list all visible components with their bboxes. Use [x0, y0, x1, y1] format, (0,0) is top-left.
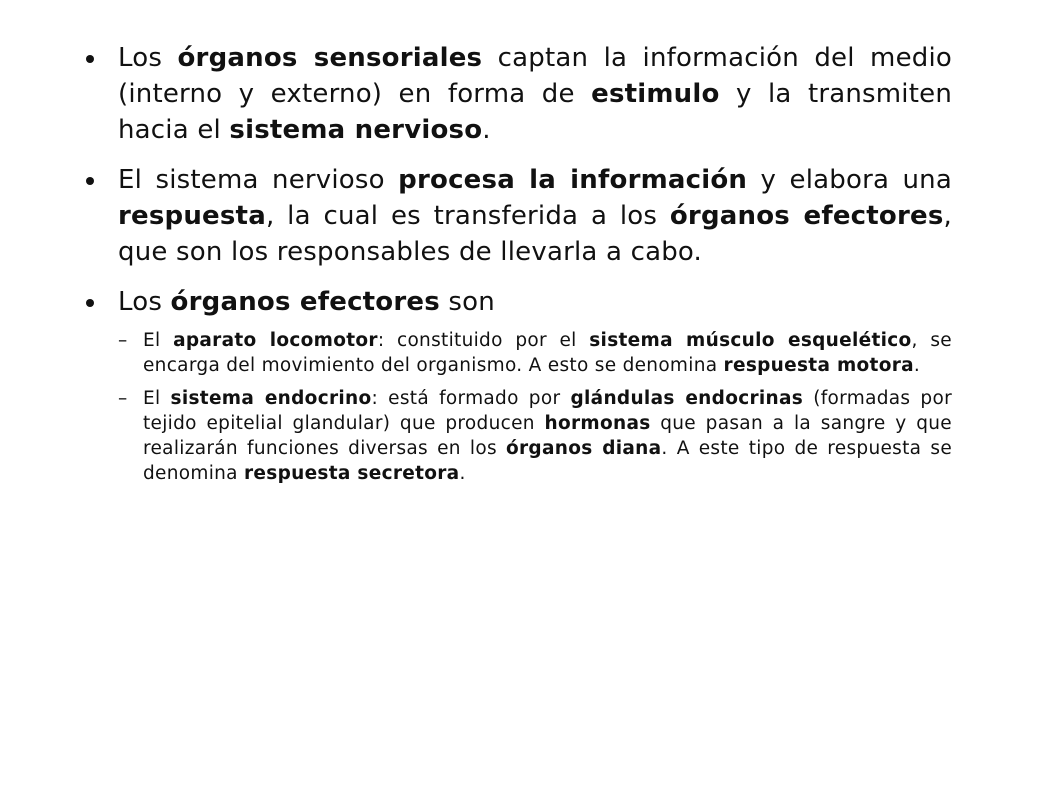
bullet-text: Los órganos sensoriales captan la información del medio (interno y externo) en forma de estimulo y la transmiten hacia el sistema nervioso.: [118, 43, 953, 145]
bullet-text: Los órganos efectores son: [118, 287, 495, 317]
sub-bullet-sistema-endocrino: [118, 386, 952, 486]
sub-bullet-dash-icon: –: [118, 330, 128, 351]
bullet-organos-sensoriales: [84, 40, 952, 148]
bullet-organos-efectores: [84, 284, 952, 320]
sub-bullet-text: El aparato locomotor: constituido por el sistema músculo esquelético, se encarga del movimiento del organismo. A esto se denomina respuesta motora.: [143, 330, 952, 376]
sub-bullet-list: [84, 328, 952, 486]
bullet-dot-icon: [86, 177, 94, 185]
sub-bullet-aparato-locomotor: [118, 328, 952, 378]
bullet-dot-icon: [86, 299, 94, 307]
sub-bullet-dash-icon: –: [118, 388, 128, 409]
bullet-list: [84, 40, 952, 494]
bullet-dot-icon: [86, 55, 94, 63]
bullet-text: El sistema nervioso procesa la información y elabora una respuesta, la cual es transferida a los órganos efectores, que son los responsables de llevarla a cabo.: [118, 165, 952, 267]
bullet-sistema-nervioso: [84, 162, 952, 270]
sub-bullet-text: El sistema endocrino: está formado por glándulas endocrinas (formadas por tejido epitelial glandular) que producen hormonas que pasan a la sangre y que realizarán funciones diversas en los órganos diana. A este tipo de respuesta se denomina respuesta secretora.: [143, 388, 953, 484]
